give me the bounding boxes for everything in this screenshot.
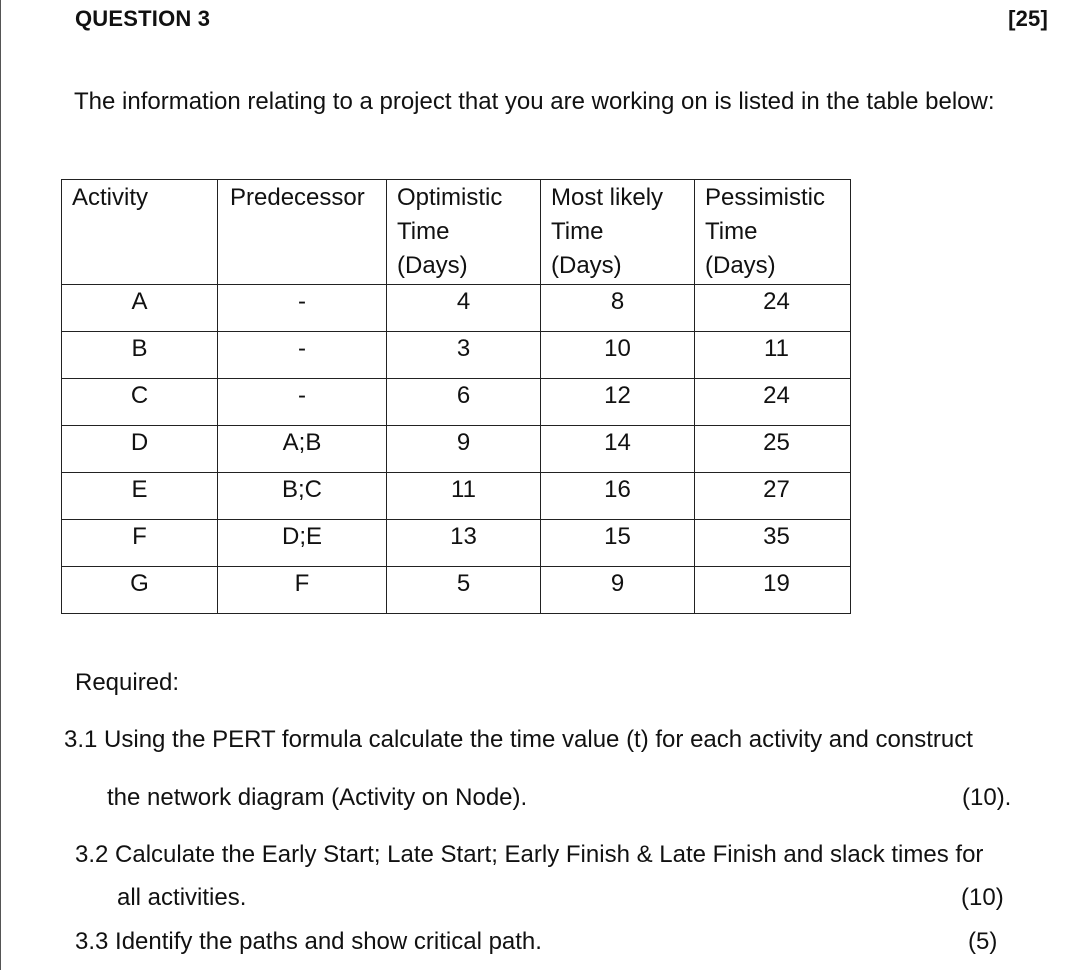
cell-activity: E (62, 473, 218, 520)
cell-pessimistic: 25 (695, 426, 851, 473)
cell-activity: B (62, 332, 218, 379)
cell-pessimistic: 11 (695, 332, 851, 379)
cell-activity: C (62, 379, 218, 426)
cell-predecessor: - (218, 332, 387, 379)
header-most-likely-line: Time (551, 218, 604, 245)
question-3-1-line-2: the network diagram (Activity on Node). (107, 784, 528, 811)
cell-most-likely: 16 (541, 473, 695, 520)
cell-most-likely: 15 (541, 520, 695, 567)
table-row (62, 473, 851, 520)
cell-pessimistic: 19 (695, 567, 851, 614)
table-row (62, 426, 851, 473)
required-label: Required: (75, 669, 180, 696)
cell-most-likely: 8 (541, 285, 695, 332)
cell-most-likely: 14 (541, 426, 695, 473)
header-most-likely-line: Most likely (551, 184, 664, 211)
question-3-3-marks: (5) (968, 928, 998, 955)
cell-optimistic: 4 (387, 285, 541, 332)
page-left-border (0, 0, 1, 970)
question-3-2-marks: (10) (961, 884, 1004, 911)
header-pessimistic (695, 180, 851, 285)
header-predecessor (218, 180, 387, 285)
question-total-marks: [25] (1008, 6, 1048, 31)
cell-optimistic: 5 (387, 567, 541, 614)
cell-most-likely: 12 (541, 379, 695, 426)
table-row (62, 285, 851, 332)
table-row (62, 332, 851, 379)
cell-predecessor: A;B (218, 426, 387, 473)
cell-pessimistic: 35 (695, 520, 851, 567)
cell-most-likely: 10 (541, 332, 695, 379)
header-optimistic-line: (Days) (397, 252, 468, 279)
header-activity-label: Activity (72, 184, 149, 211)
header-optimistic-line: Time (397, 218, 450, 245)
table-row (62, 567, 851, 614)
cell-pessimistic: 24 (695, 285, 851, 332)
cell-pessimistic: 27 (695, 473, 851, 520)
cell-activity: F (62, 520, 218, 567)
cell-optimistic: 6 (387, 379, 541, 426)
table-row (62, 379, 851, 426)
cell-predecessor: B;C (218, 473, 387, 520)
header-most-likely-line: (Days) (551, 252, 622, 279)
question-3-2-line-2: all activities. (117, 884, 247, 911)
intro-text: The information relating to a project that you are working on is listed in the table below: (74, 88, 995, 115)
cell-predecessor: - (218, 285, 387, 332)
header-optimistic (387, 180, 541, 285)
header-activity (62, 180, 218, 285)
cell-most-likely: 9 (541, 567, 695, 614)
cell-optimistic: 13 (387, 520, 541, 567)
header-pessimistic-line: Time (705, 218, 758, 245)
table-row (62, 520, 851, 567)
cell-predecessor: F (218, 567, 387, 614)
header-pessimistic-line: (Days) (705, 252, 776, 279)
question-title: QUESTION 3 (75, 6, 211, 31)
activity-table (61, 179, 851, 614)
header-most-likely (541, 180, 695, 285)
cell-optimistic: 9 (387, 426, 541, 473)
header-pessimistic-line: Pessimistic (705, 184, 826, 211)
cell-activity: D (62, 426, 218, 473)
header-optimistic-line: Optimistic (397, 184, 503, 211)
cell-activity: A (62, 285, 218, 332)
cell-optimistic: 3 (387, 332, 541, 379)
cell-predecessor: - (218, 379, 387, 426)
cell-optimistic: 11 (387, 473, 541, 520)
question-3-1-marks: (10). (962, 784, 1012, 811)
header-predecessor-label: Predecessor (230, 184, 365, 211)
cell-activity: G (62, 567, 218, 614)
question-3-1-line-1: 3.1 Using the PERT formula calculate the time value (t) for each activity and construct (64, 726, 973, 753)
question-3-3-line-1: 3.3 Identify the paths and show critical path. (75, 928, 542, 955)
cell-pessimistic: 24 (695, 379, 851, 426)
table-header-row (62, 180, 851, 285)
cell-predecessor: D;E (218, 520, 387, 567)
question-3-2-line-1: 3.2 Calculate the Early Start; Late Start; Early Finish & Late Finish and slack times for (75, 841, 984, 868)
